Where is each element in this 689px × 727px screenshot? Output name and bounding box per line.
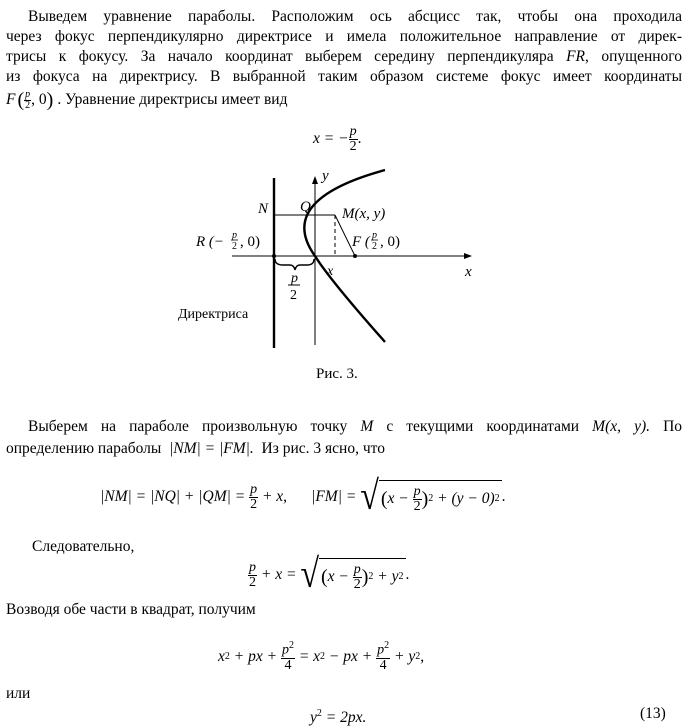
point-r: [272, 254, 276, 258]
distances-equation: |NM| = |NQ| + |QM| = $\frac{p}{2}$ + x, |FM| = √ ( x − $\frac{p}{2}$ ) 2 + (y − 0) 2 .: [100, 474, 506, 519]
brace-label-p: p: [291, 271, 298, 286]
paragraph-1-line-5: F ( $\frac{p}{2}$ , 0 ) . Уравнение директрисы имеет вид: [6, 88, 288, 111]
focus-coord-fraction: $\frac{p}{2}$: [25, 88, 31, 111]
directrix-eq-end: .: [357, 130, 362, 147]
label-n: N: [258, 201, 269, 217]
equation-number: (13): [640, 705, 666, 722]
label-r-2: 2: [232, 241, 237, 252]
segment-fr: FR: [566, 48, 586, 65]
label-q: Q: [300, 199, 311, 215]
label-x-under: x: [327, 264, 334, 279]
label-r-p: p: [232, 230, 237, 241]
y-axis-arrow: [312, 176, 318, 184]
label-x-axis: x: [465, 264, 472, 280]
directrix-eq-fraction: $\frac{p}{2}$: [349, 123, 357, 154]
consequently-text: Следовательно,: [32, 538, 135, 555]
point-m-ref: M: [360, 418, 374, 435]
label-r: R (−: [196, 234, 225, 250]
label-f-2: 2: [372, 241, 377, 252]
label-y: y: [322, 168, 329, 184]
distance-brace: [275, 259, 314, 270]
expanded-equation: x 2 + px + $\frac{p^2}{4}$ = x 2 − px + $\frac{p^2}{4}$ + y 2 ,: [218, 640, 425, 673]
final-equation: $y^2 = 2px$.: [310, 708, 367, 727]
label-r-suffix: , 0): [240, 234, 260, 250]
point-m-coords: M(x, y).: [592, 418, 650, 435]
paragraph-1-line-2: через фокус перпендикулярно директрисе и имела положительное направление от дирек-: [6, 28, 682, 45]
label-f-suffix: , 0): [380, 234, 400, 250]
or-text: или: [6, 685, 31, 702]
brace-label-2: 2: [290, 288, 297, 303]
label-m: M(x, y): [342, 206, 386, 222]
equality-equation: $\frac{p}{2}$ + x = √ ( x − $\frac{p}{2}$ ) 2 + y 2 .: [249, 552, 410, 597]
point-f: [353, 254, 357, 258]
focus-coord-zero: , 0: [31, 91, 47, 108]
paragraph-2-line-2: определению параболы |NM| = |FM|. Из рис. 3 ясно, что: [6, 440, 385, 457]
x-axis-arrow: [464, 253, 472, 259]
paragraph-1-line-4: из фокуса на директрису. В выбранной таким образом системе фокус имеет координаты: [6, 68, 682, 85]
definition-equation: |NM| = |FM|.: [169, 440, 254, 457]
paragraph-1-line-5-text: . Уравнение директрисы имеет вид: [57, 91, 288, 108]
paragraph-1-line-3-end: , опущенного: [585, 48, 683, 65]
paragraph-1-line-1: Выведем уравнение параболы. Расположим ось абсцисс так, чтобы она проходила: [28, 8, 682, 25]
figure-caption: Рис. 3.: [316, 366, 358, 382]
focus-symbol: F: [6, 91, 16, 108]
label-f-p: p: [372, 230, 377, 241]
squaring-text: Возводя обе части в квадрат, получим: [6, 601, 256, 618]
paragraph-1-line-3-text: трисы к фокусу. За начало координат выберем середину перпендикуляра: [6, 48, 554, 65]
paragraph-2-line-1: Выберем на параболе произвольную точку M с текущими координатами M(x, y). По: [28, 418, 683, 435]
label-f: F (: [352, 234, 370, 250]
directrix-eq-lhs: x = −: [313, 130, 349, 147]
label-directrix: Директриса: [178, 307, 249, 322]
